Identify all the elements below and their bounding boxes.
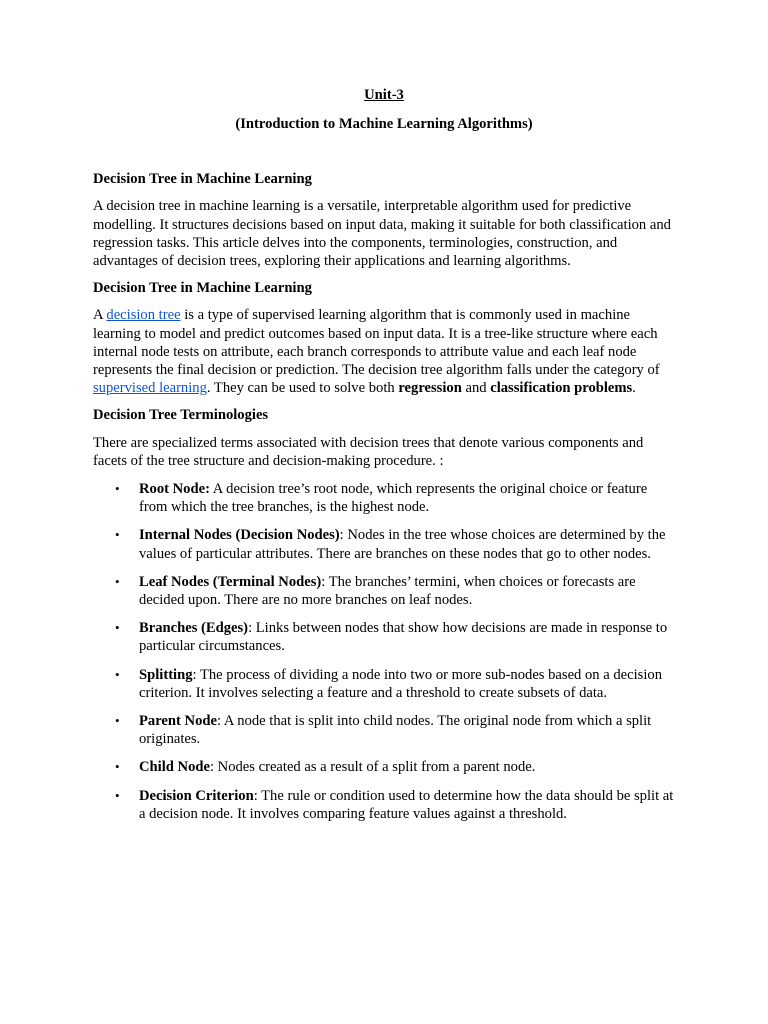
section-heading-definition: Decision Tree in Machine Learning bbox=[93, 280, 312, 297]
list-item bbox=[93, 480, 675, 516]
terminologies-intro: There are specialized terms associated with decision trees that denote various components and facets of the tree structure and decision-making procedure. : bbox=[93, 434, 644, 469]
classification-bold: classification problems bbox=[490, 380, 633, 397]
bullet-icon: • bbox=[115, 713, 120, 729]
unit-title: Unit-3 bbox=[364, 87, 404, 103]
bullet-icon: • bbox=[115, 666, 120, 682]
regression-bold: regression bbox=[398, 380, 462, 397]
term-name: Parent Node bbox=[139, 713, 217, 730]
decision-tree-link[interactable]: decision tree bbox=[106, 307, 181, 324]
section-heading-overview: Decision Tree in Machine Learning bbox=[93, 171, 312, 188]
terminology-list bbox=[93, 480, 675, 823]
bullet-icon: • bbox=[115, 527, 120, 543]
list-item bbox=[93, 787, 675, 823]
term-name: Child Node bbox=[139, 759, 210, 776]
term-description: : Nodes created as a result of a split from a parent node. bbox=[209, 759, 536, 776]
list-item bbox=[93, 666, 675, 702]
definition-text-and: and bbox=[461, 380, 491, 397]
section-heading-terminologies: Decision Tree Terminologies bbox=[93, 407, 269, 424]
term-description: : The process of dividing a node into two or more sub-nodes based on a decision criterion. It involves selecting a feature and a threshold to create subsets of data. bbox=[139, 666, 663, 701]
term-description: : A node that is split into child nodes. The original node from which a split originates. bbox=[139, 713, 652, 748]
term-name: Splitting bbox=[139, 666, 193, 683]
list-item bbox=[93, 526, 675, 562]
list-item bbox=[93, 573, 675, 609]
term-name: Branches (Edges) bbox=[139, 620, 249, 637]
definition-text-mid: is a type of supervised learning algorithm that is commonly used in machine learning to model and predict outcomes based on input data. It is a tree-like structure where each internal node tests on attribute, each branch corresponds to attribute value and each leaf node represents the final decision or prediction. The decision tree algorithm falls under the category of bbox=[93, 307, 660, 379]
term-description: : Links between nodes that show how decisions are made in response to particular circumstances. bbox=[139, 620, 668, 655]
term-description: A decision tree’s root node, which represents the original choice or feature from which the tree branches, is the highest node. bbox=[139, 481, 648, 516]
document-body bbox=[93, 86, 675, 833]
overview-paragraph: A decision tree in machine learning is a versatile, interpretable algorithm used for predictive modelling. It structures decisions based on input data, making it suitable for both classification and regression tasks. This article delves into the components, terminologies, construction, and advantages of decision trees, exploring their applications and learning algorithms. bbox=[93, 198, 671, 270]
bullet-icon: • bbox=[115, 787, 120, 803]
bullet-icon: • bbox=[115, 573, 120, 589]
term-description: : The branches’ termini, when choices or forecasts are decided upon. There are no more branches on leaf nodes. bbox=[139, 573, 636, 609]
list-item bbox=[93, 712, 675, 748]
term-description: : Nodes in the tree whose choices are determined by the values of particular attributes. There are branches on these nodes that go to other nodes. bbox=[139, 527, 666, 562]
definition-text-mid2: . They can be used to solve both bbox=[206, 380, 399, 397]
list-item bbox=[93, 619, 675, 655]
term-name: Internal Nodes (Decision Nodes) bbox=[139, 527, 340, 544]
definition-text-end: . bbox=[632, 380, 636, 397]
term-name: Leaf Nodes (Terminal Nodes) bbox=[139, 573, 322, 590]
list-item bbox=[93, 758, 675, 776]
bullet-icon: • bbox=[115, 481, 120, 497]
term-name: Decision Criterion bbox=[139, 787, 254, 804]
document-subtitle: (Introduction to Machine Learning Algorithms) bbox=[235, 116, 533, 132]
bullet-icon: • bbox=[115, 620, 120, 636]
supervised-learning-link[interactable]: supervised learning bbox=[93, 380, 207, 397]
term-name: Root Node: bbox=[139, 481, 210, 498]
term-description: : The rule or condition used to determine how the data should be split at a decision node. It involves comparing feature values against a threshold. bbox=[139, 787, 674, 822]
definition-text-start: A bbox=[93, 307, 107, 324]
definition-paragraph bbox=[93, 306, 675, 397]
bullet-icon: • bbox=[115, 759, 120, 775]
